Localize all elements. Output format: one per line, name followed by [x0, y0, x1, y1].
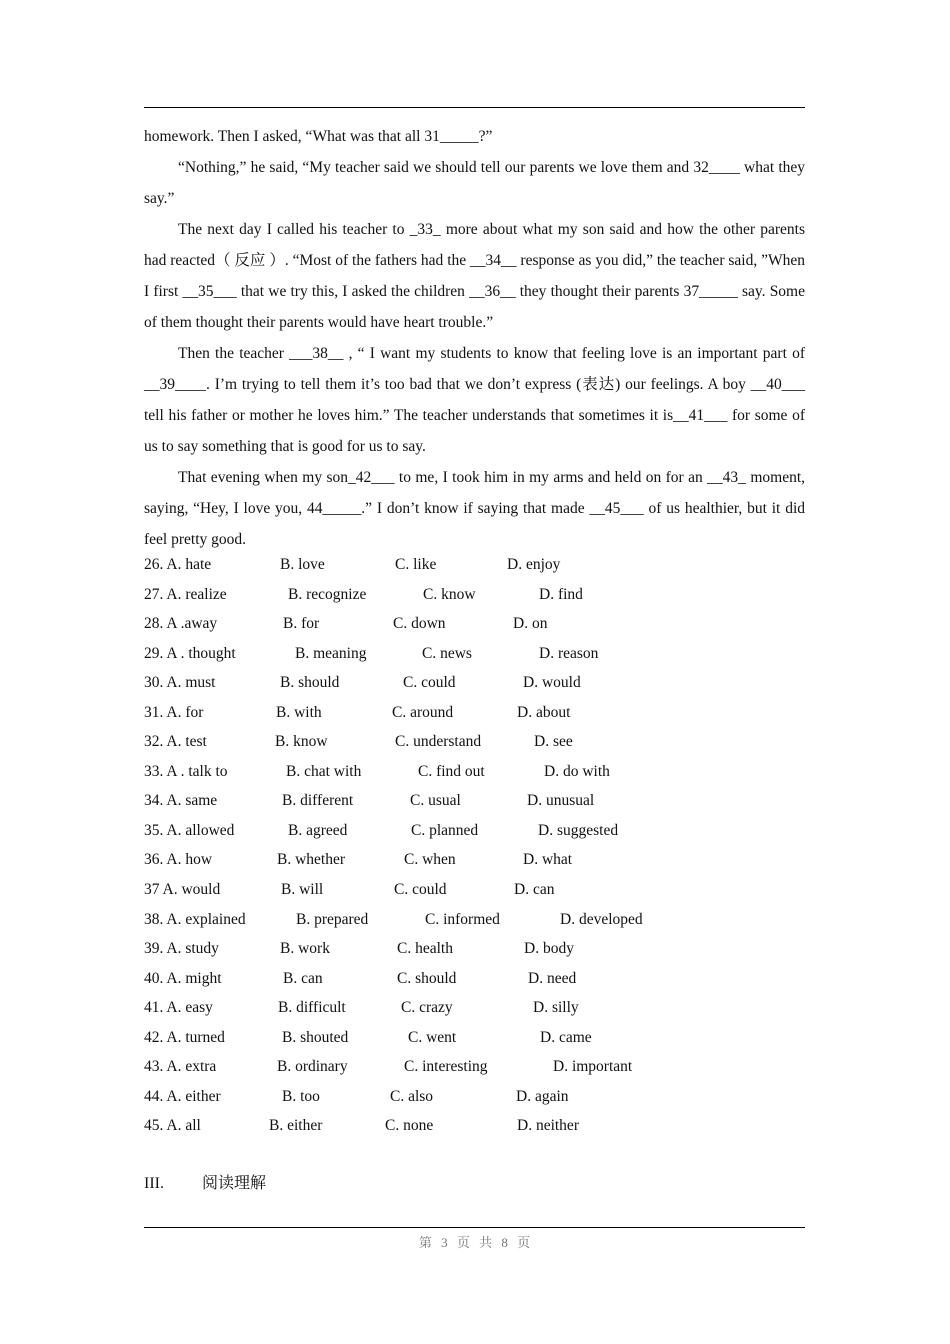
option-row: [144, 580, 805, 610]
option-row: [144, 668, 805, 698]
option-c: C. could: [394, 881, 447, 899]
option-b: B. prepared: [296, 910, 369, 928]
option-b: B. whether: [277, 851, 346, 869]
option-b: B. meaning: [295, 644, 367, 662]
section-number: III.: [144, 1175, 164, 1192]
option-b: B. difficult: [278, 999, 346, 1017]
option-d: D. neither: [517, 1117, 579, 1135]
option-row: [144, 845, 805, 875]
option-c: C. like: [395, 556, 437, 573]
option-c: C. when: [404, 851, 456, 869]
option-d: D. enjoy: [507, 556, 561, 573]
passage-paragraph: That evening when my son_42___ to me, I took him in my arms and held on for an __43_ moment, saying, “Hey, I love you, 44_____.” I don’t know if saying that made __45___ of us healthier, but it did feel pretty good.: [144, 469, 805, 548]
option-row: [144, 993, 805, 1023]
option-b: B. can: [283, 969, 323, 987]
option-row: [144, 934, 805, 964]
option-question: 33. A . talk to: [144, 762, 228, 780]
option-b: B. shouted: [282, 1028, 349, 1046]
option-row: [144, 1082, 805, 1112]
option-question: 37 A. would: [144, 881, 221, 899]
option-question: 29. A . thought: [144, 644, 236, 662]
option-d: D. silly: [533, 999, 579, 1017]
option-row: [144, 875, 805, 905]
footer-rule: [144, 1227, 805, 1228]
header-rule: [144, 107, 805, 108]
option-b: B. work: [280, 940, 330, 958]
option-b: B. for: [283, 615, 320, 633]
option-d: D. important: [553, 1058, 633, 1076]
option-row: [144, 698, 805, 728]
option-d: D. body: [524, 940, 574, 958]
option-question: 40. A. might: [144, 969, 222, 987]
option-c: C. could: [403, 674, 456, 692]
option-b: B. different: [282, 792, 354, 810]
option-row: [144, 905, 805, 935]
option-c: C. went: [408, 1028, 457, 1046]
option-d: D. came: [540, 1028, 592, 1046]
option-d: D. unusual: [527, 792, 595, 810]
option-d: D. again: [516, 1087, 569, 1105]
option-row: [144, 639, 805, 669]
option-c: C. crazy: [401, 999, 453, 1017]
section-title: 阅读理解: [202, 1175, 267, 1192]
option-b: B. too: [282, 1087, 320, 1105]
option-question: 31. A. for: [144, 703, 204, 721]
option-d: D. can: [514, 881, 555, 899]
option-d: D. on: [513, 615, 548, 633]
option-c: C. planned: [411, 821, 479, 839]
option-b: B. recognize: [288, 585, 367, 603]
option-c: C. should: [397, 969, 457, 987]
passage-paragraph: “Nothing,” he said, “My teacher said we should tell our parents we love them and 32____ what they say.”: [144, 159, 805, 207]
option-row: [144, 964, 805, 994]
option-b: B. will: [281, 881, 324, 899]
option-d: D. about: [517, 703, 571, 721]
option-question: 38. A. explained: [144, 910, 246, 928]
option-question: 41. A. easy: [144, 999, 213, 1017]
option-row: [144, 816, 805, 846]
option-d: D. would: [523, 674, 581, 692]
option-question: 27. A. realize: [144, 585, 227, 603]
passage-paragraph: homework. Then I asked, “What was that all 31_____?”: [144, 128, 493, 145]
option-b: B. know: [275, 733, 328, 751]
option-b: B. chat with: [286, 762, 362, 780]
option-question: 39. A. study: [144, 940, 219, 958]
option-b: B. either: [269, 1117, 323, 1135]
option-d: D. see: [534, 733, 573, 751]
option-row: [144, 1111, 805, 1141]
option-b: B. ordinary: [277, 1058, 348, 1076]
option-c: C. down: [393, 615, 446, 633]
option-c: C. around: [392, 703, 454, 721]
option-question: 42. A. turned: [144, 1028, 225, 1046]
option-question: 45. A. all: [144, 1117, 201, 1135]
options-list: [144, 550, 805, 1141]
option-d: D. reason: [539, 644, 599, 662]
option-d: D. need: [528, 969, 577, 987]
cloze-passage: [144, 121, 805, 555]
option-c: C. usual: [410, 792, 461, 810]
option-question: 32. A. test: [144, 733, 207, 751]
option-b: B. love: [280, 556, 325, 573]
option-row: [144, 1023, 805, 1053]
option-c: C. also: [390, 1087, 434, 1105]
option-c: C. none: [385, 1117, 434, 1135]
option-question: 28. A .away: [144, 615, 218, 633]
option-c: C. health: [397, 940, 453, 958]
option-b: B. should: [280, 674, 340, 692]
option-c: C. interesting: [404, 1058, 488, 1076]
option-c: C. know: [423, 585, 476, 603]
option-row: [144, 727, 805, 757]
option-row: [144, 609, 805, 639]
option-b: B. agreed: [288, 821, 348, 839]
option-d: D. suggested: [538, 821, 619, 839]
option-d: D. what: [523, 851, 573, 869]
option-question: 30. A. must: [144, 674, 216, 692]
option-question: 26. A. hate: [144, 556, 212, 573]
option-c: C. informed: [425, 910, 500, 928]
passage-paragraph: Then the teacher ___38__ , “ I want my students to know that feeling love is an important part of __39____. I’m trying to tell them it’s too bad that we don’t express (表达) our feelings. A boy __40___ tell his father or mother he loves him.” The teacher understands that sometimes it is__41___ for some of us to say something that is good for us to say.: [144, 345, 805, 455]
option-d: D. find: [539, 585, 583, 603]
option-c: C. understand: [395, 733, 482, 751]
option-question: 44. A. either: [144, 1087, 221, 1105]
passage-paragraph: The next day I called his teacher to _33_ more about what my son said and how the other parents had reacted（ 反应 ）. “Most of the fathers had the __34__ response as you did,” the teacher said, ”When I first __35___ that we try this, I asked the children __36__ they thought their parents 37_____ say. Some of them thought their parents would have heart trouble.”: [144, 221, 805, 331]
option-question: 34. A. same: [144, 792, 218, 810]
option-row: [144, 786, 805, 816]
option-row: [144, 757, 805, 787]
page-footer: 第 3 页 共 8 页: [418, 1235, 532, 1250]
option-question: 35. A. allowed: [144, 821, 235, 839]
option-d: D. developed: [560, 910, 643, 928]
option-c: C. news: [422, 644, 472, 662]
option-b: B. with: [276, 703, 322, 721]
option-c: C. find out: [418, 762, 485, 780]
option-row: [144, 550, 805, 580]
option-d: D. do with: [544, 762, 610, 780]
option-question: 36. A. how: [144, 851, 213, 869]
option-row: [144, 1052, 805, 1082]
option-question: 43. A. extra: [144, 1058, 217, 1076]
